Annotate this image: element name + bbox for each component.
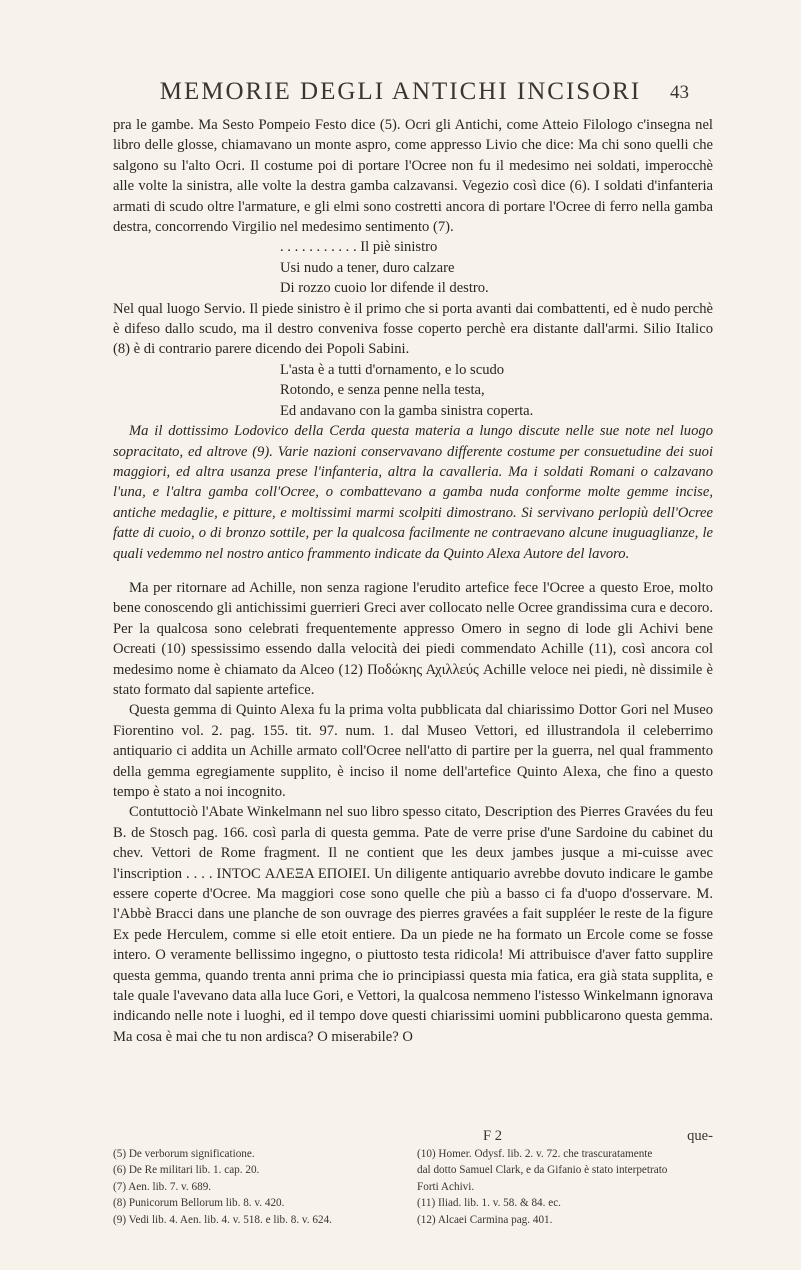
main-text [113, 115, 713, 1047]
paragraph: Questa gemma di Quinto Alexa fu la prima volta pubblicata dal chiarissimo Dottor Gori nel Museo Fiorentino vol. 2. pag. 155. tit. 97. num. 1. dal Museo Vettori, ed illustrandola il celeberrimo antiquario ci addita un Achille armato coll'Ocree nell'atto di partire per la guerra, nel qual frammento della gemma egregiamente supplito, è inciso il nome dell'artefice Quinto Alexa, che fino a questo tempo è stato a noi incognito. [113, 702, 713, 800]
footnote: dal dotto Samuel Clark, e da Gifanio è stato interpetrato [417, 1164, 668, 1177]
paragraph: pra le gambe. Ma Sesto Pompeio Festo dice (5). Ocri gli Antichi, come Atteio Filologo c'insegna nel libro delle glosse, chiamavano un monte aspro, come appresso Livio che dice: Ma chi sono quelli che salgono su l'alto Ocri. Il costume poi di portare l'Ocree non fu il medesimo nei soldati, imperocchè alle volte la sinistra, alle volte la destra gamba calzavansi. Vegezio così dice (6). I soldati d'infanteria armati di scudo oltre l'armature, e gli elmi sono costretti ancora di portare l'Ocree di ferro nella gamba destra, concorrendo Virgilio nel medesimo sentimento (7). [113, 117, 713, 236]
footnote: (8) Punicorum Bellorum lib. 8. v. 420. [113, 1197, 285, 1210]
signature-row [113, 1128, 713, 1146]
signature-mark: F 2 [483, 1128, 503, 1144]
footnotes [113, 1128, 713, 1228]
footnote: (7) Aen. lib. 7. v. 689. [113, 1180, 212, 1193]
running-header [0, 78, 801, 112]
footnote-column-right [417, 1146, 713, 1228]
page-number: 43 [670, 82, 689, 103]
header-title: MEMORIE DEGLI ANTICHI INCISORI [159, 78, 642, 105]
verse-quotation [113, 360, 713, 421]
paragraph: Ma per ritornare ad Achille, non senza ragione l'erudito artefice fece l'Ocree a questo Eroe, molto bene conoscendo gli antichissimi guerrieri Greci aver collocato nelle Ocree grandissima cura e decoro. Per la qualcosa sono celebrati frequentemente appresso Omero in segno di lode gli Achivi bene Ocreati (10) spessissimo essendo dalla velocità dei piedi commendato Achille (11), così ancora col medesimo nome è chiamato da Alceo (12) Ποδώκης Αχιλλεύς Achille veloce nei piedi, nè dissimile è stato formato dal sapiente artefice. [113, 579, 713, 698]
verse-line: Usi nudo a tener, duro calzare [280, 259, 455, 276]
verse-quotation [113, 237, 713, 298]
footnote: (11) Iliad. lib. 1. v. 58. & 84. ec. [417, 1197, 561, 1210]
section-gap [113, 564, 713, 578]
footnote: (9) Vedi lib. 4. Aen. lib. 4. v. 518. e lib. 8. v. 624. [113, 1213, 332, 1226]
paragraph: Contuttociò l'Abate Winkelmann nel suo libro spesso citato, Description des Pierres Gravées du feu B. de Stosch pag. 166. così parla di questa gemma. Pate de verre prise d'une Sardoine du cabinet du chev. Vettori de Rome fragment. Il ne contient que les deux jambes jusque a mi-cuisse avec l'inscription . . . . INTOC ΑΛΕΞΑ ΕΠΟΙΕΙ. Un diligente antiquario avrebbe dovuto indicare le gambe essere coperte d'Ocree. Ma maggiori cose sono quelle che più a basso ci fa d'uopo d'osservare. M. l'Abbè Bracci dans une planche de son ouvrage des pierres gravées a fait suppléer le reste de la figure Ex pede Herculem, comme si elle etoit entiere. Da un piede ne ha formato un Ercole come se fosse intero. O veramente bellissimo ingegno, o piuttosto testa ridicola! Mi attribuisce d'aver fatto supplire questa gemma, quando trenta anni prima che io principiassi questa mia fatica, era già stata supplita, e tale quale l'avevano data alla luce Gori, e Vettori, la qualcosa nemmeno l'istesso Winkelmann ignorava indicando nelle note i luoghi, ed il tempo dove questi chiarissimi uomini pubblicarono questa gemma. Ma cosa è mai che tu non ardisca? O miserabile? O [113, 804, 713, 1045]
footnote: Forti Achivi. [417, 1180, 475, 1193]
footnote-columns [113, 1146, 713, 1228]
verse-line: L'asta è a tutti d'ornamento, e lo scudo [280, 361, 505, 378]
footnote: (5) De verborum significatione. [113, 1148, 255, 1160]
footnote: (12) Alcaei Carmina pag. 401. [417, 1213, 553, 1226]
paragraph: Nel qual luogo Servio. Il piede sinistro è il primo che si porta avanti dai combattenti, ed è nudo perchè è difeso dallo scudo, ma il destro conveniva fosse coperto perchè era distante dall'armi. Silio Italico (8) è di contrario parere dicendo dei Popoli Sabini. [113, 300, 713, 358]
paragraph: Ma il dottissimo Lodovico della Cerda questa materia a lungo discute nelle sue note nel luogo sopracitato, ed altrove (9). Varie nazioni conservavano differente costume per consuetudine dei suoi maggiori, ed altra usanza prese l'infanteria, altra la cavalleria. Ma i soldati Romani o calzavano l'una, e l'altra gamba coll'Ocree, o combattevano a gamba nuda conforme molte gemme incise, antiche medaglie, e pitture, e moltissimi marmi scolpiti dimostrano. Si servivano perlopiù dell'Ocree fatte di cuoio, o di bronzo sottile, per la qualcosa facilmente ne contraevano alcune inuguaglianze, le quali vedemmo nel nostro antico frammento indicate da Quinto Alexa Autore del lavoro. [113, 423, 713, 562]
footnote: (6) De Re militari lib. 1. cap. 20. [113, 1164, 260, 1177]
footnote: (10) Homer. Odysf. lib. 2. v. 72. che trascuratamente [417, 1148, 653, 1160]
verse-line: Ed andavano con la gamba sinistra coperta. [280, 402, 534, 419]
verse-line: . . . . . . . . . . . Il piè sinistro [280, 239, 438, 256]
catchword: que- [687, 1128, 713, 1144]
verse-line: Di rozzo cuoio lor difende il destro. [280, 280, 489, 297]
verse-line: Rotondo, e senza penne nella testa, [280, 382, 485, 399]
footnote-column-left [113, 1146, 409, 1228]
